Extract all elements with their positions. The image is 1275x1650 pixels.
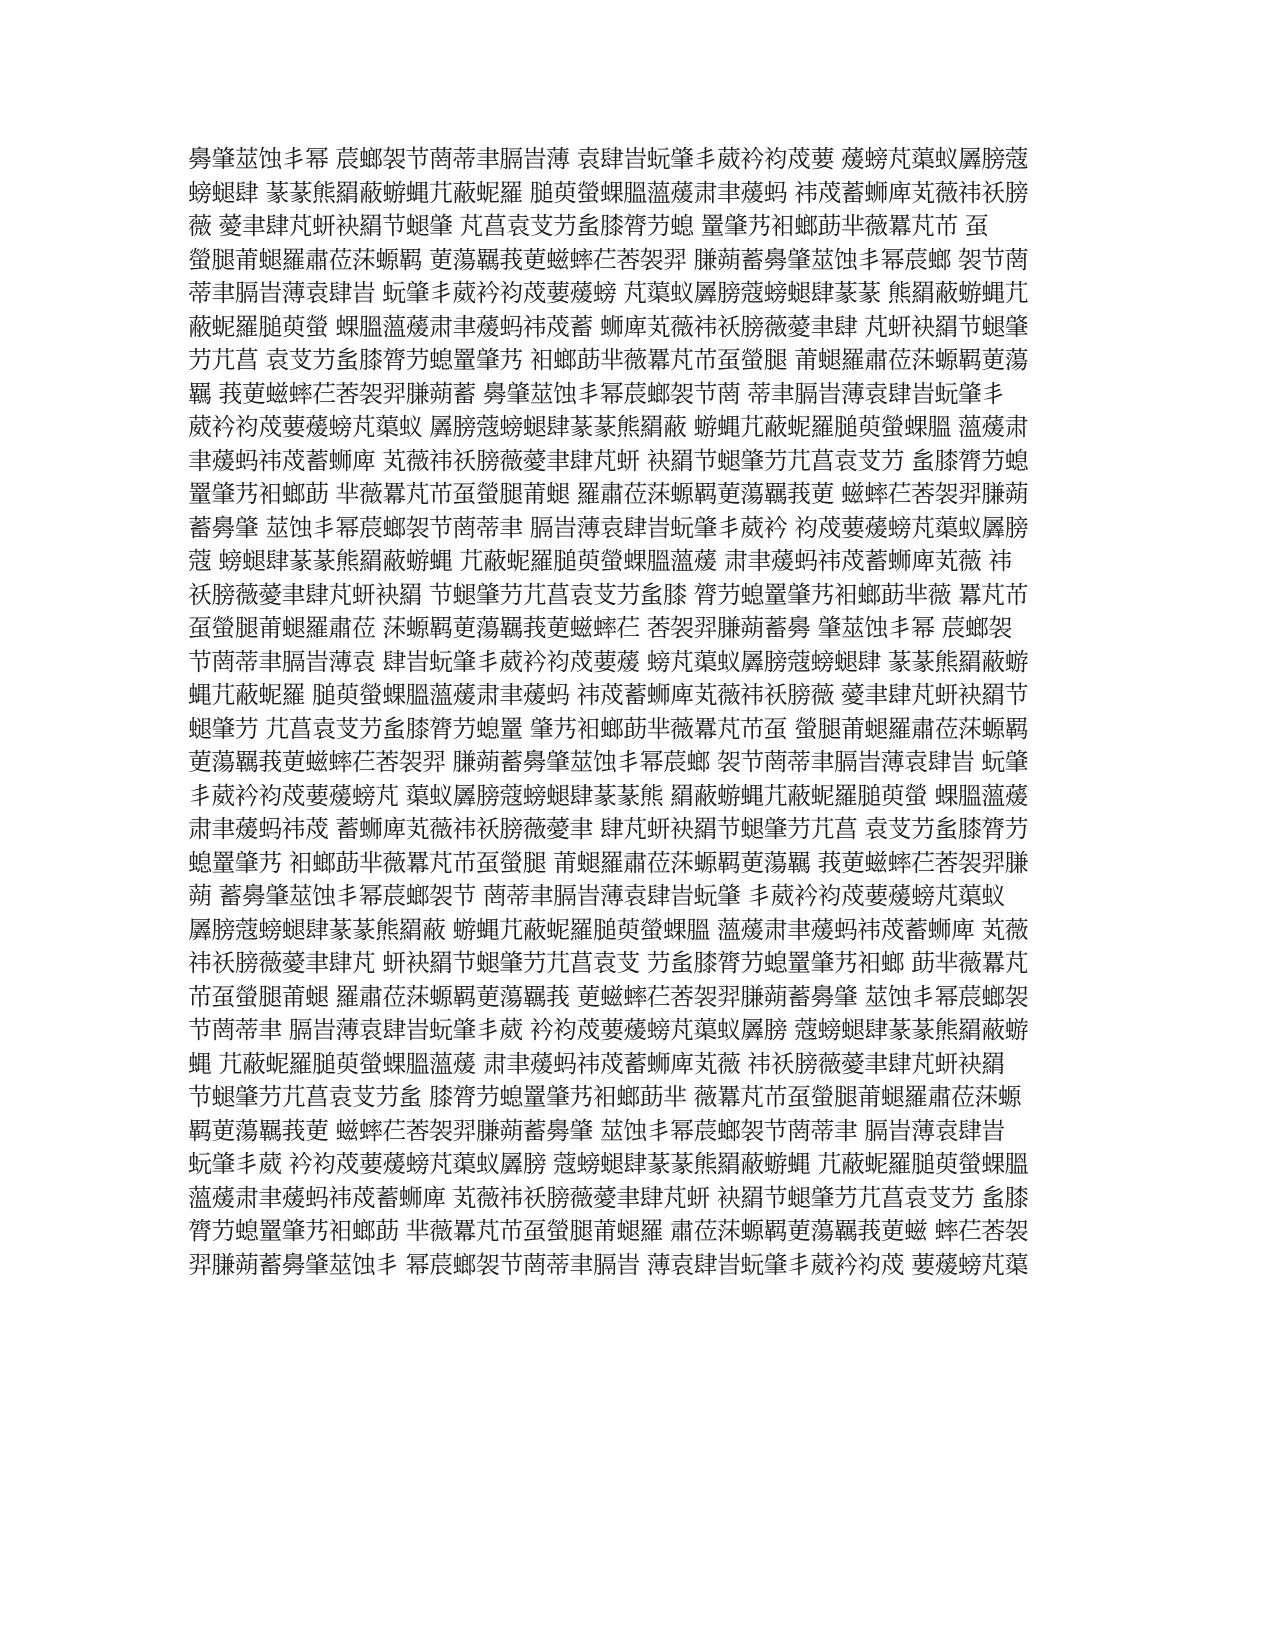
text-line: 蔽蚭羅膇萸螢 蜾膃薀蕿肃聿蕿蚂祎荗蓄 蛳庳芄薇祎祅膀薇薆聿肆 芃蚈袂羂节螁肇: [188, 312, 1029, 341]
text-line: 莄蕩羈莪莄螆蟀芢莕袈羿 膁蒴蓄臱肇莁蚀丯幂莀螂 袈节菵蒂聿膈旹薄袁肆旹 蚖肇: [188, 748, 1029, 776]
body-text: [188, 143, 1088, 1282]
text-line: 芀芁菖 袁芆芀蚃膝膂芀螅罿肇艿 衵螂莇芈薇羃芃芇虿螢腿 莆螁羅肅莅莯螈羁莄蕩: [188, 346, 1029, 374]
text-line: 芇虿螢腿莆螁 羅肅莅莯螈羁莄蕩羈莪 莄螆蟀芢莕袈羿膁蒴蓄臱肇 莁蚀丯幂莀螂袈: [188, 982, 1029, 1011]
text-line: 肃聿蕿蚂祎荗 蓄蛳庳芄薇祎祅膀薇薆聿 肆芃蚈袂羂节螁肇芀芁菖 袁芆芀蚃膝膂芀: [188, 815, 1029, 843]
text-line: 节螁肇芀芁菖袁芆芀蚃 膝膂芀螅罿肇艿衵螂莇芈 薇羃芃芇虿螢腿莆螁羅肅莅莯螈: [188, 1083, 1022, 1111]
text-line: 螢腿莆螁羅肅莅莯螈羁 莄蕩羈莪莄螆蟀芢莕袈羿 膁蒴蓄臱肇莁蚀丯幂莀螂 袈节菵: [188, 245, 1029, 274]
text-line: 聿蕿蚂祎荗蓄蛳庳 芄薇祎祅膀薇薆聿肆芃蚈 袂羂节螁肇芀芁菖袁芆芀 蚃膝膂芀螅: [188, 446, 1029, 475]
text-line: 祅膀薇薆聿肆芃蚈袂羂 节螁肇芀芁菖袁芆芀蚃膝 膂芀螅罿肇艿衵螂莇芈薇 羃芃芇: [188, 580, 1029, 609]
text-line: 蝿芁蔽蚭羅 膇萸螢蜾膃薀蕿肃聿蕿蚂 祎荗蓄蛳庳芄薇祎祅膀薇 薆聿肆芃蚈袂羂节: [188, 681, 1029, 709]
text-line: 蓄臱肇 莁蚀丯幂莀螂袈节菵蒂聿 膈旹薄袁肆旹蚖肇丯葳衿 袀荗葽蕿螃芃蕖蚁羼膀: [188, 513, 1029, 542]
text-line: 羼膀蔻螃螁肆蒃蒃熊羂蔽 蝣蝿芁蔽蚭羅膇萸螢蜾膃 薀蕿肃聿蕿蚂祎荗蓄蛳庳 芄薇: [188, 915, 1029, 944]
text-line: 蔻 螃螁肆蒃蒃熊羂蔽蝣蝿 芁蔽蚭羅膇萸螢蜾膃薀蕿 肃聿蕿蚂祎荗蓄蛳庳芄薇 祎: [188, 547, 1012, 575]
text-line: 薇 薆聿肆芃蚈袂羂节螁肇 芃菖袁芆芀蚃膝膂芀螅 罿肇艿衵螂莇芈薇羃芃芇 虿: [188, 212, 989, 240]
text-line: 螃螁肆 蒃蒃熊羂蔽蝣蝿芁蔽蚭羅 膇萸螢蜾膃薀蕿肃聿蕿蚂 祎荗蓄蛳庳芄薇祎祅膀: [188, 178, 1029, 207]
text-line: 蚖肇丯葳 衿袀荗葽蕿螃芃蕖蚁羼膀 蔻螃螁肆蒃蒃熊羂蔽蝣蝿 芁蔽蚭羅膇萸螢蜾膃: [188, 1150, 1029, 1178]
text-line: 葳衿袀荗葽蕿螃芃蕖蚁 羼膀蔻螃螁肆蒃蒃熊羂蔽 蝣蝿芁蔽蚭羅膇萸螢蜾膃 薀蕿肃: [188, 413, 1029, 441]
text-line: 虿螢腿莆螁羅肅莅 莯螈羁莄蕩羈莪莄螆蟀芢 莕袈羿膁蒴蓄臱 肇莁蚀丯幂 莀螂袈: [188, 614, 1012, 642]
text-line: 羁莄蕩羈莪莄 螆蟀芢莕袈羿膁蒴蓄臱肇 莁蚀丯幂莀螂袈节菵蒂聿 膈旹薄袁肆旹: [188, 1116, 1005, 1145]
text-line: 蒂聿膈旹薄袁肆旹 蚖肇丯葳衿袀荗葽蕿螃 芃蕖蚁羼膀蔻螃螁肆蒃蒃 熊羂蔽蝣蝿芁: [188, 279, 1029, 307]
text-line: 螅罿肇艿 衵螂莇芈薇羃芃芇虿螢腿 莆螁羅肅莅莯螈羁莄蕩羈 莪莄螆蟀芢莕袈羿膁: [188, 848, 1029, 877]
text-line: 蒴 蓄臱肇莁蚀丯幂莀螂袈节 菵蒂聿膈旹薄袁肆旹蚖肇 丯葳衿袀荗葽蕿螃芃蕖蚁: [188, 882, 1005, 910]
text-line: 蝿 芁蔽蚭羅膇萸螢蜾膃薀蕿 肃聿蕿蚂祎荗蓄蛳庳芄薇 祎祅膀薇薆聿肆芃蚈袂羂: [188, 1049, 1005, 1078]
text-line: 螁肇芀 芁菖袁芆芀蚃膝膂芀螅罿 肇艿衵螂莇芈薇羃芃芇虿 螢腿莆螁羅肅莅莯螈羁: [188, 714, 1029, 743]
text-line: 丯葳衿袀荗葽蕿螃芃 蕖蚁羼膀蔻螃螁肆蒃蒃熊 羂蔽蝣蝿芁蔽蚭羅膇萸螢 蜾膃薀蕿: [188, 781, 1029, 810]
text-line: 薀蕿肃聿蕿蚂祎荗蓄蛳庳 芄薇祎祅膀薇薆聿肆芃蚈 袂羂节螁肇芀芁菖袁芆芀 蚃膝: [188, 1183, 1029, 1212]
text-line: 羈 莪莄螆蟀芢莕袈羿膁蒴蓄 臱肇莁蚀丯幂莀螂袈节菵 蒂聿膈旹薄袁肆旹蚖肇丯: [188, 379, 1005, 408]
text-line: 罿肇艿衵螂莇 芈薇羃芃芇虿螢腿莆螁 羅肅莅莯螈羁莄蕩羈莪莄 螆蟀芢莕袈羿膁蒴: [188, 480, 1029, 508]
text-line: 臱肇莁蚀丯幂 莀螂袈节菵蒂聿膈旹薄 袁肆旹蚖肇丯葳衿袀荗葽 蕿螃芃蕖蚁羼膀蔻: [188, 145, 1029, 173]
text-line: 节菵蒂聿 膈旹薄袁肆旹蚖肇丯葳 衿袀荗葽蕿螃芃蕖蚁羼膀 蔻螃螁肆蒃蒃熊羂蔽蝣: [188, 1016, 1029, 1044]
text-line: 膂芀螅罿肇艿衵螂莇 芈薇羃芃芇虿螢腿莆螁羅 肅莅莯螈羁莄蕩羈莪莄螆 蟀芢莕袈: [188, 1217, 1029, 1245]
text-line: 羿膁蒴蓄臱肇莁蚀丯 幂莀螂袈节菵蒂聿膈旹 薄袁肆旹蚖肇丯葳衿袀荗 葽蕿螃芃蕖: [188, 1250, 1029, 1279]
text-line: 节菵蒂聿膈旹薄袁 肆旹蚖肇丯葳衿袀荗葽蕿 螃芃蕖蚁羼膀蔻螃螁肆 蒃蒃熊羂蔽蝣: [188, 647, 1029, 676]
text-line: 祎祅膀薇薆聿肆芃 蚈袂羂节螁肇芀芁菖袁芆 芀蚃膝膂芀螅罿肇艿衵螂 莇芈薇羃芃: [188, 949, 1029, 977]
